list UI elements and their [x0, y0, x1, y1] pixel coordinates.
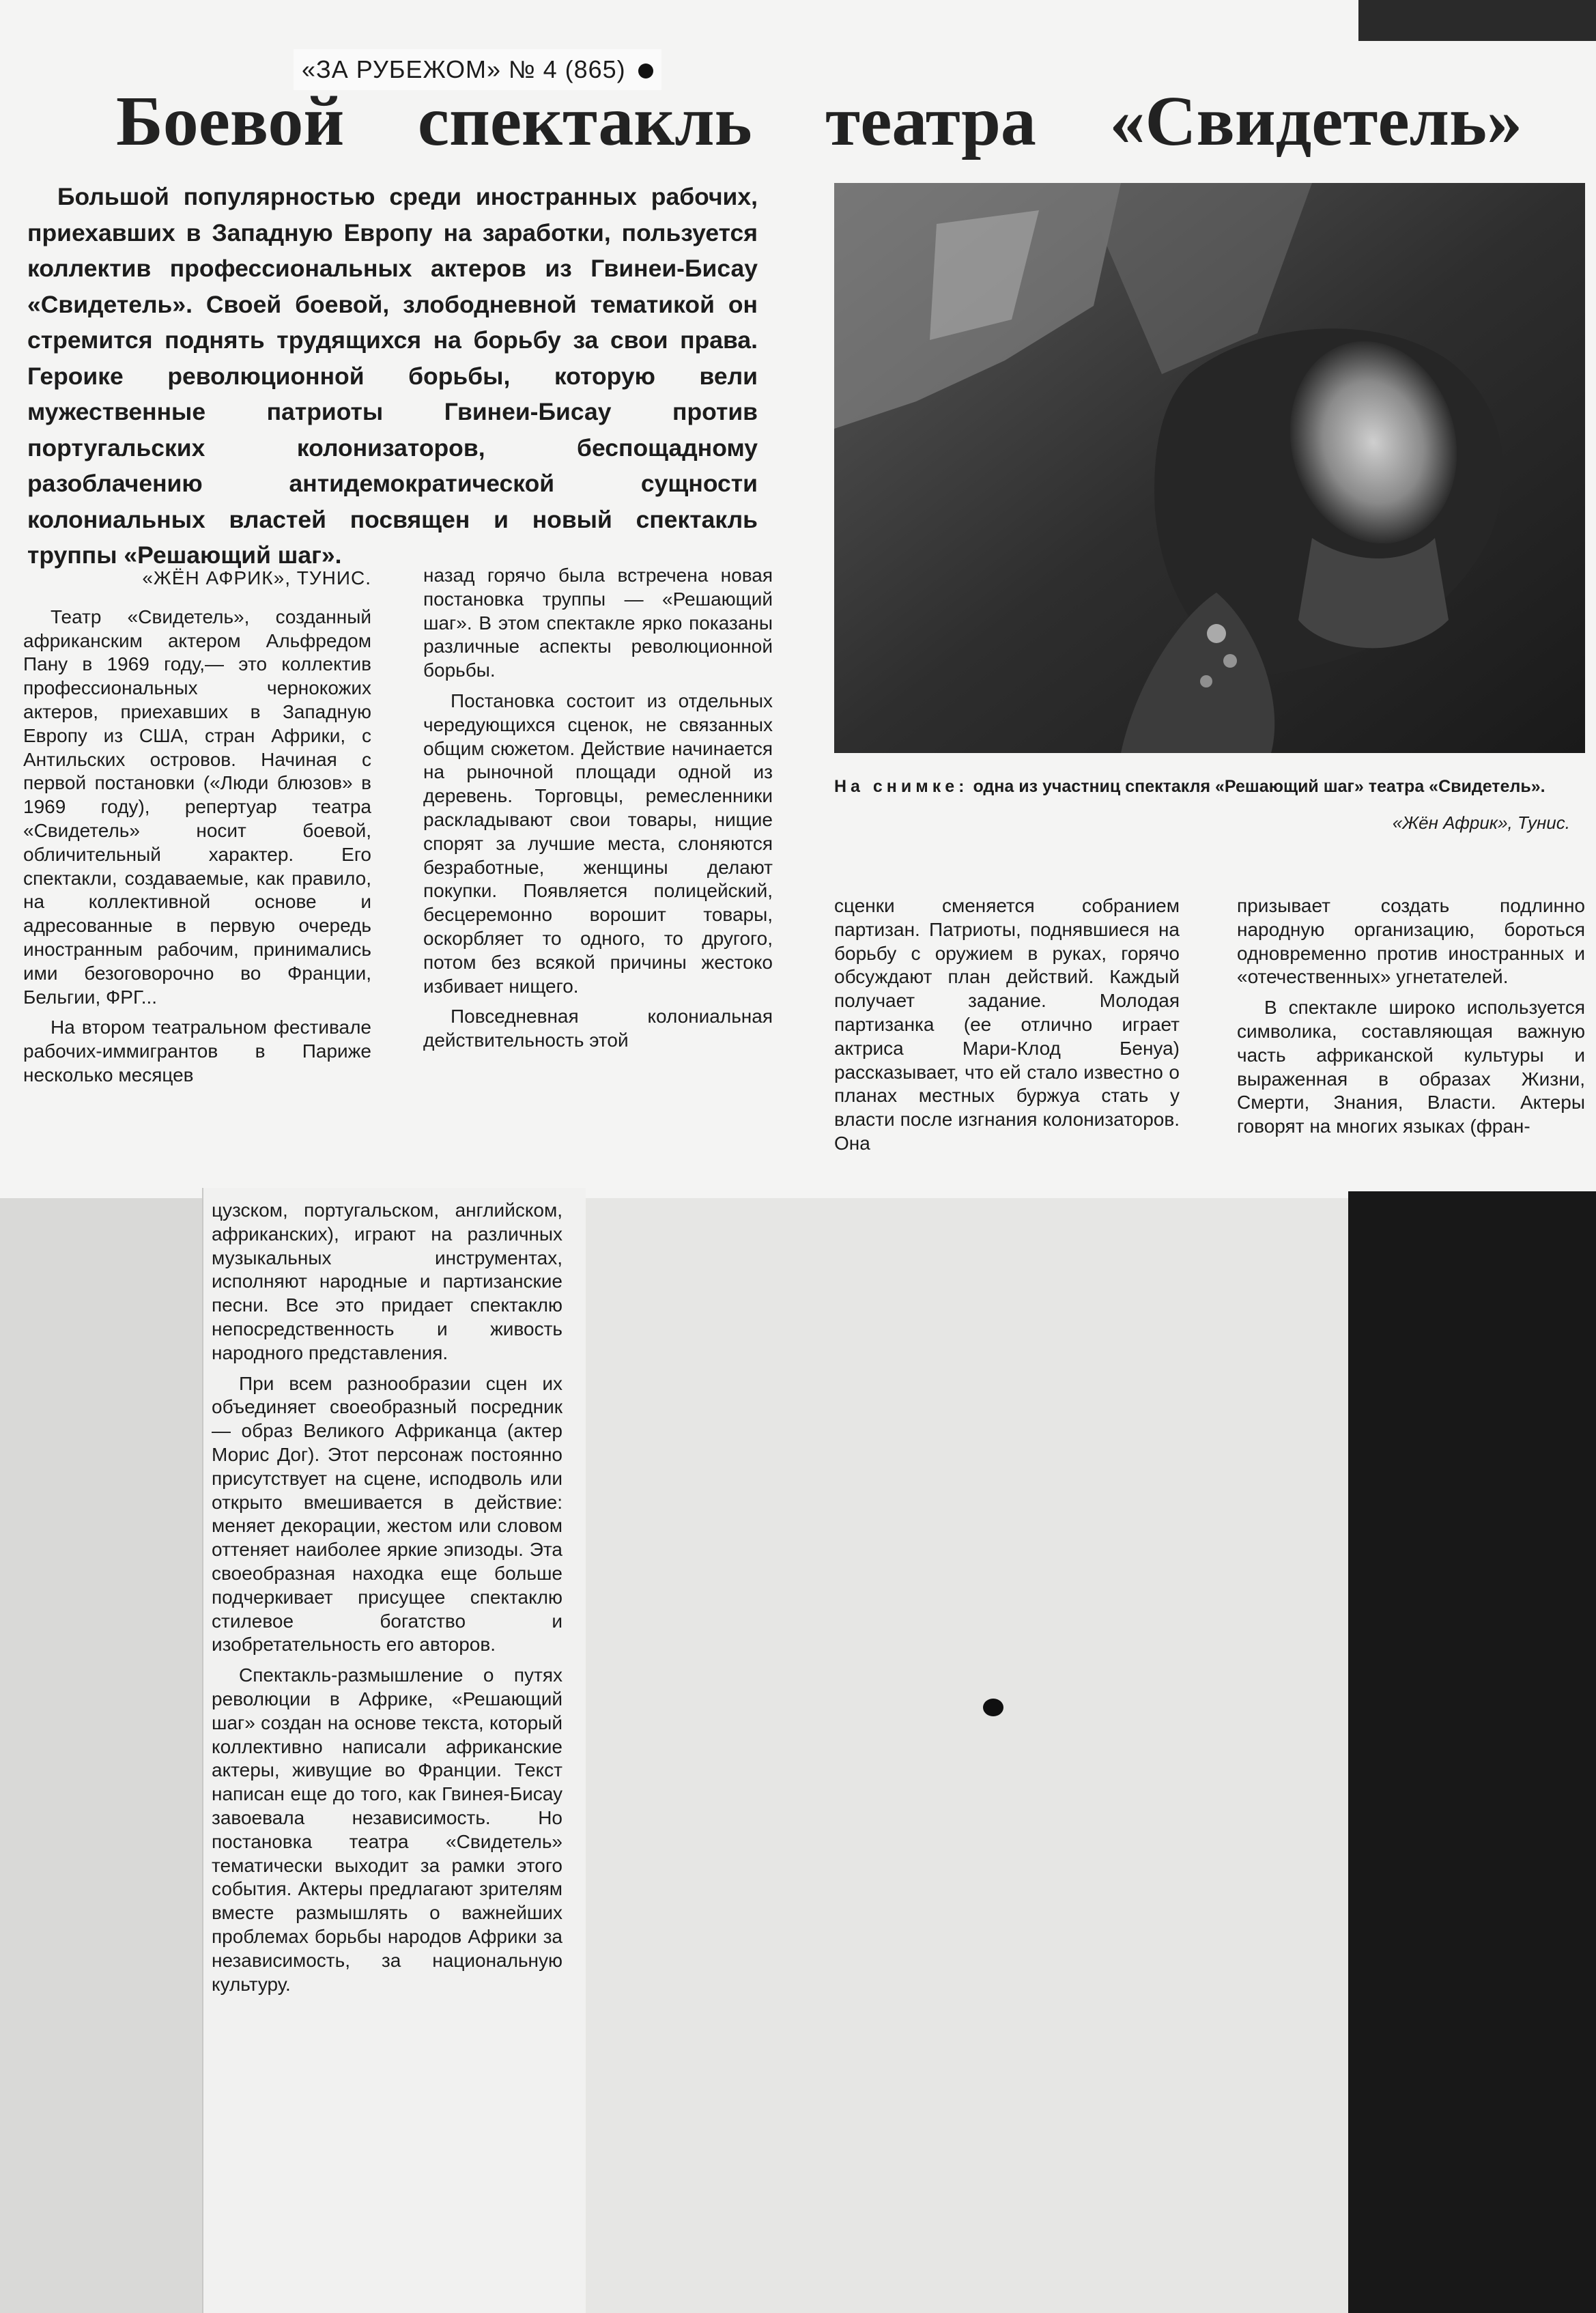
bullet-icon: [638, 63, 653, 79]
dark-background-right: [1348, 1191, 1596, 2313]
actress-photo-image: [834, 183, 1585, 753]
article-paragraph: Спектакль-размышление о путях революции в Африке, «Решающий шаг» создан на основе текста, который коллективно написали африканские актеры, живущие во Франции. Текст написан еще до того, как Гвинея-Бисау завоевала независимость. Но постановка театра «Свидетель» тематически выходит за рамки этого события. Актеры предлагают зрителям вместе размышлять о важнейших проблемах борьбы народов Африки за независимость, за национальную культуру.: [212, 1664, 562, 1995]
article-column-3: [834, 894, 1180, 1156]
backing-paper: [584, 1198, 1348, 2313]
article-lead: Большой популярностью среди иностранных рабочих, приехавших в Западную Европу на заработки, пользуется коллектив профессиональных актеров из Гвинеи-Бисау «Свидетель». Своей боевой, злободневной тематикой он стремится поднять трудящихся на борьбу за свои права. Героике революционной борьбы, которую вели мужественные патриоты Гвинеи-Бисау против португальских колонизаторов, беспощадному разоблачению антидемократической сущности колониальных властей посвящен и новый спектакль труппы «Решающий шаг».: [27, 183, 758, 569]
article-paragraph: цузском, португальском, английском, африканских), играют на различных музыкальных инструментах, исполняют народные и партизанские песни. Все это придает спектаклю непосредственность и живость народного представления.: [212, 1200, 562, 1363]
article-dateline: «ЖЁН АФРИК», ТУНИС.: [142, 567, 371, 588]
caption-prefix: На снимке:: [834, 777, 969, 796]
article-paragraph: призывает создать подлинно народную организацию, бороться одновременно против иностранных и «отечественных» угнетателей.: [1237, 895, 1585, 988]
photo-caption: [834, 775, 1585, 798]
article-paragraph: сценки сменяется собранием партизан. Патриоты, поднявшиеся на борьбу с оружием в руках, горячо обсуждают план действий. Каждый получает задание. Молодая партизанка (ее отлично играет актриса Мари-Клод Бенуа) рассказывает, что ей стало известно о планах местных буржуа стать у власти после изгнания колонизаторов. Она: [834, 895, 1180, 1154]
headline-word: «Свидетель»: [1109, 82, 1522, 160]
article-photo: [834, 183, 1585, 753]
caption-text: одна из участниц спектакля «Решающий шаг» театра «Свидетель».: [973, 777, 1545, 796]
headline-word: спектакль: [417, 82, 752, 160]
article-paragraph: Повседневная колониальная действительность этой: [423, 1006, 773, 1051]
masthead-text: «ЗА РУБЕЖОМ» № 4 (865): [302, 55, 626, 83]
article-paragraph: Театр «Свидетель», созданный африканским актером Альфредом Пану в 1969 году,— это коллектив профессиональных чернокожих актеров, приехавших в Западную Европу из США, стран Африки, с Антильских островов. Начиная с первой постановки («Люди блюзов» в 1969 году), репертуар театра «Свидетель» носит боевой, обличительный характер. Его спектакли, создаваемые, как правило, на коллективной основе и адресованные в первую очередь иностранным рабочим, принимались ими безоговорочно во Франции, Бельгии, ФРГ...: [23, 606, 371, 1008]
article-paragraph: назад горячо была встречена новая постановка труппы — «Решающий шаг». В этом спектакле ярко показаны различные аспекты революционной борьбы.: [423, 565, 773, 681]
article-paragraph: При всем разнообразии сцен их объединяет своеобразный посредник — образ Великого Африканца (актер Морис Дог). Этот персонаж постоянно присутствует на сцене, исподволь или открыто вмешивается в действие: меняет декорации, жестом или словом оттеняет наиболее яркие эпизоды. Эта своеобразная находка еще больше подчеркивает присущее спектаклю стилевое богатство и изобретательность его авторов.: [212, 1372, 562, 1656]
article-paragraph: В спектакле широко используется символика, составляющая важную часть африканской культуры и выраженная в образах Жизни, Смерти, Знания, Власти. Актеры говорят на многих языках (фран-: [1237, 997, 1585, 1137]
ink-spot-mark: [983, 1699, 1003, 1716]
article-headline: [116, 81, 1522, 162]
article-paragraph: Постановка состоит из отдельных чередующихся сценок, не связанных общим сюжетом. Действие начинается на рыночной площади одной из деревень. Торговцы, ремесленники раскладывают свои товары, нищие спорят за лучшие места, слоняются безработные, женщины делают покупки. Появляется полицейский, бесцеремонно ворошит товары, оскорбляет то одного, то другого, потом без всякой причины жестоко избивает нищего.: [423, 690, 773, 997]
article-column-4: [1237, 894, 1585, 1139]
article-paragraph: На втором театральном фестивале рабочих-иммигрантов в Париже несколько месяцев: [23, 1017, 371, 1085]
headline-word: театра: [825, 82, 1036, 160]
headline-word: Боевой: [116, 82, 345, 160]
photo-source: «Жён Африк», Тунис.: [1392, 812, 1570, 833]
article-column-5: [212, 1199, 562, 1996]
article-column-1: [23, 567, 371, 1088]
article-column-2: [423, 564, 773, 1053]
dark-background-top: [1358, 0, 1596, 41]
